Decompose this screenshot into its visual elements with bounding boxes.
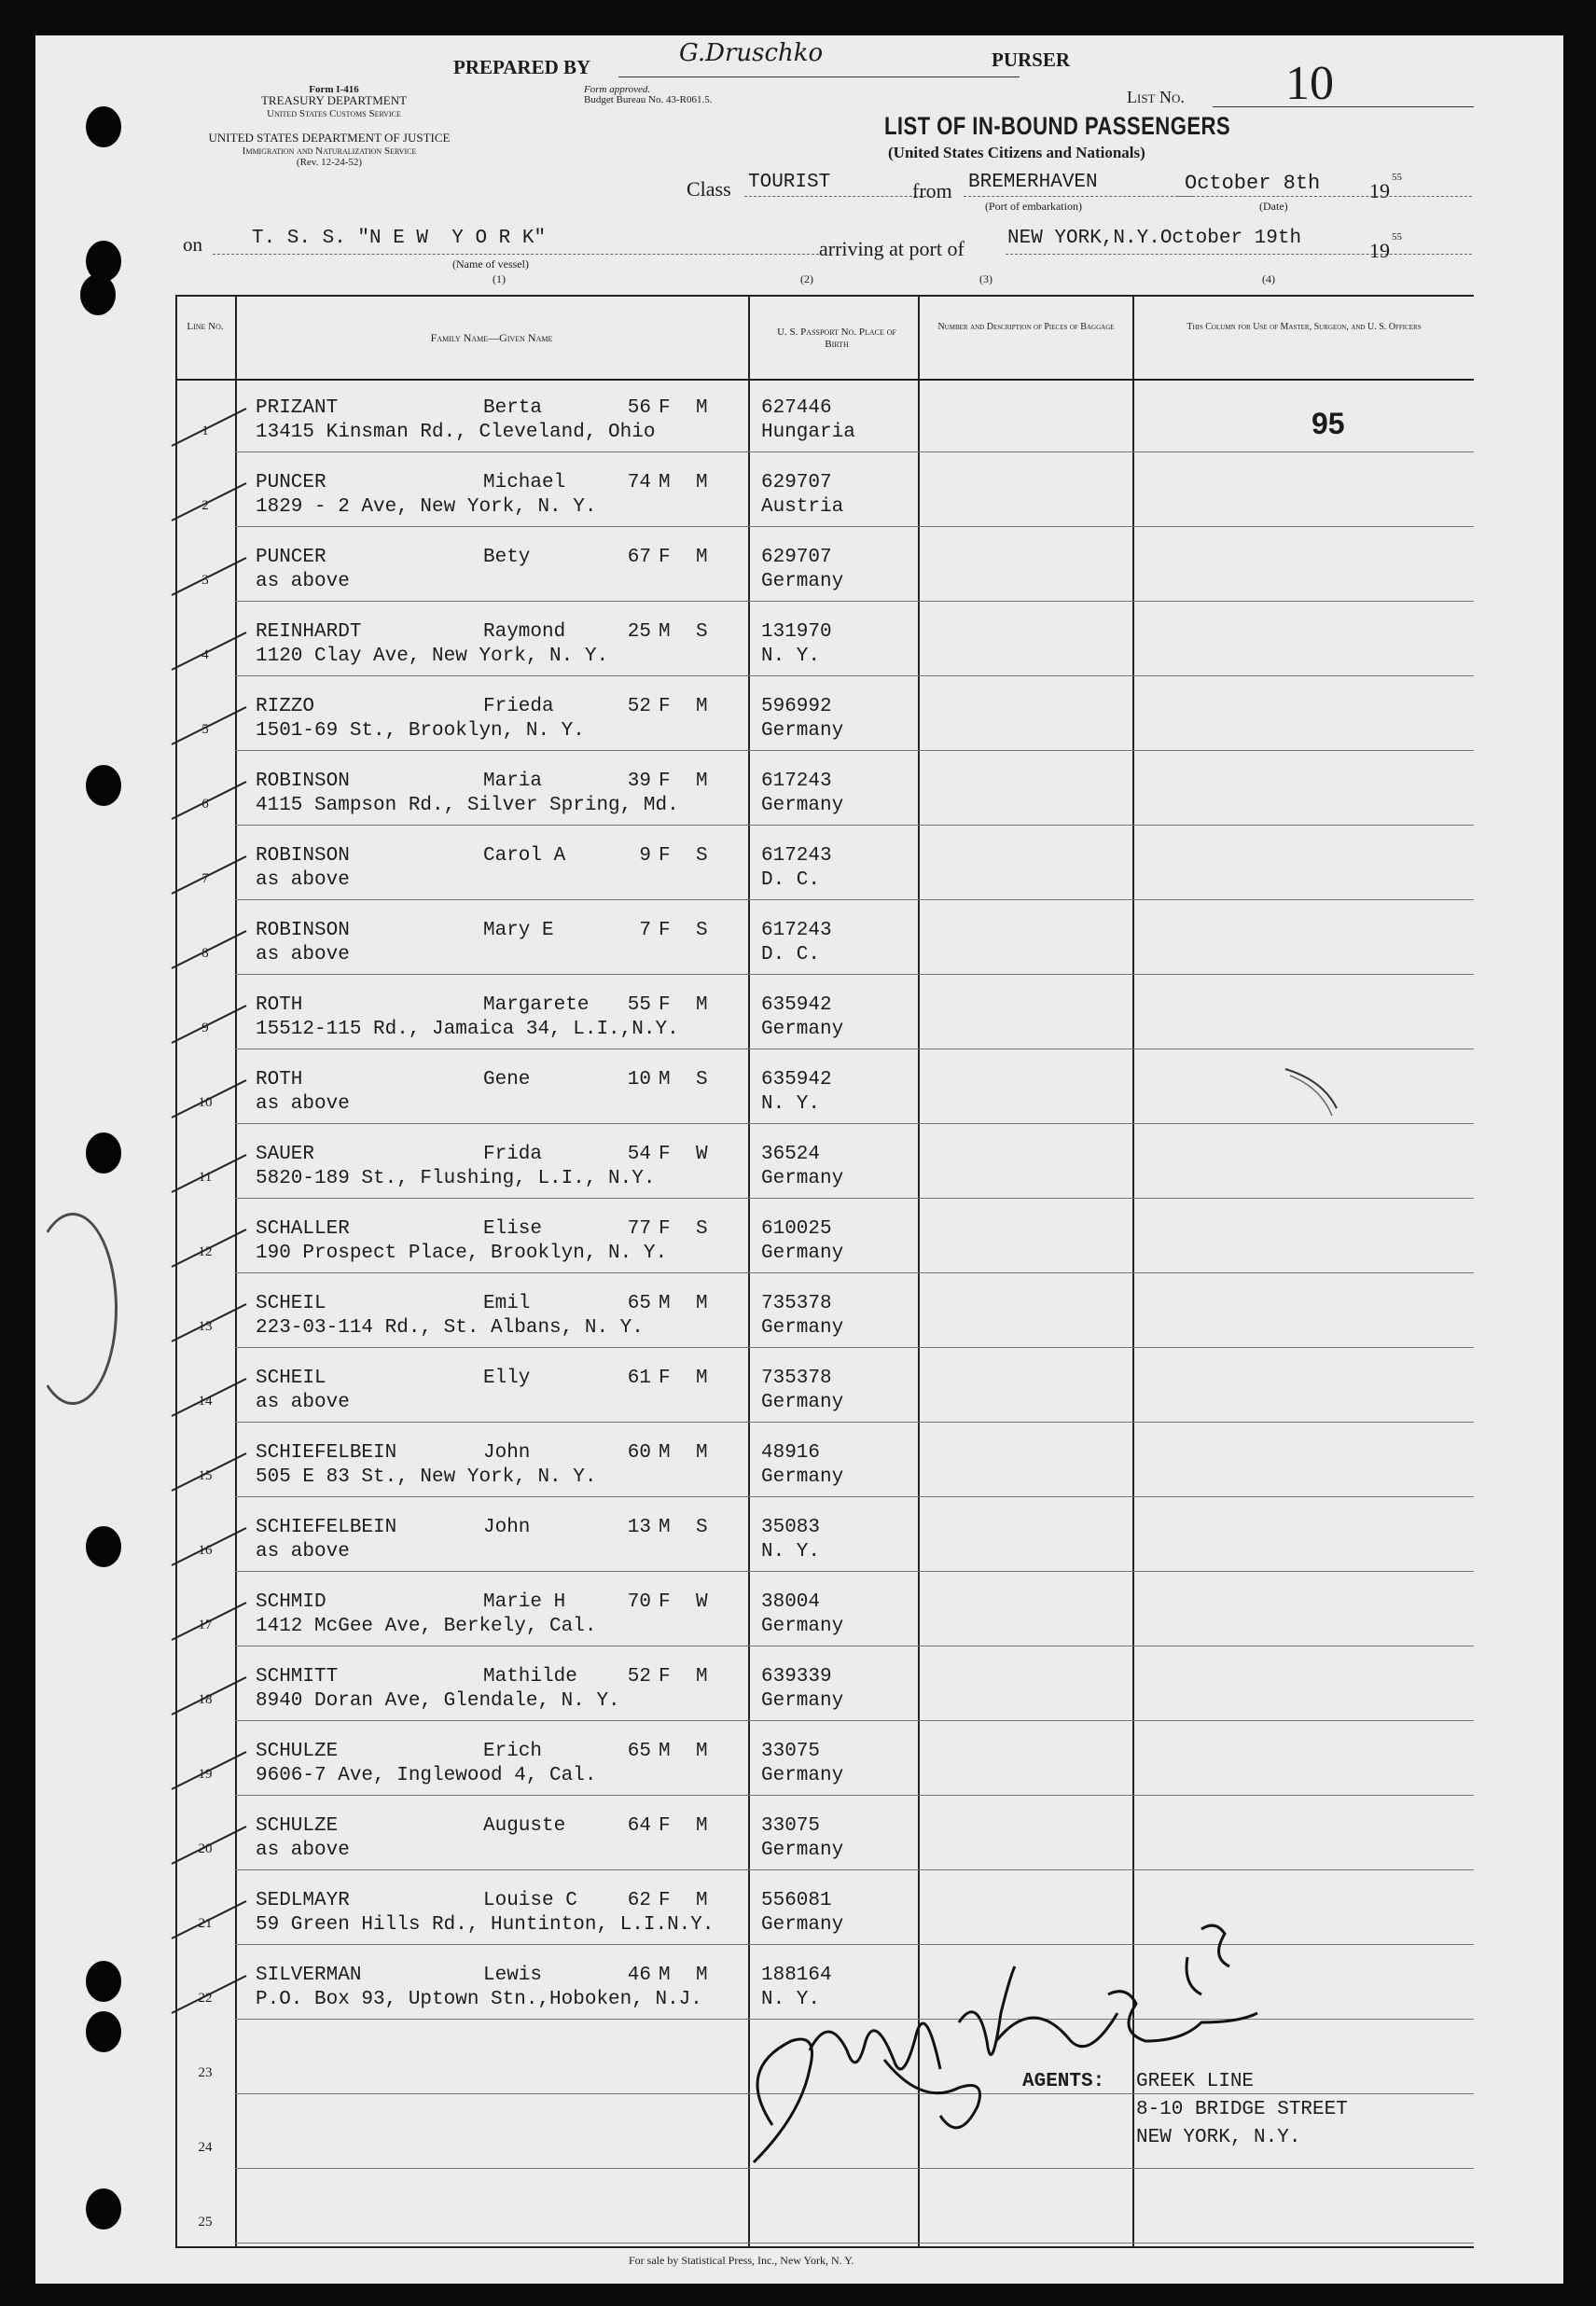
date-caption: (Date) [1259,200,1288,213]
passport-number: 735378 [761,1368,832,1389]
sex: M [659,1965,671,1986]
marital-status: M [696,1442,708,1464]
line-number: 7 [201,871,209,886]
line-number: 17 [198,1618,213,1632]
address: as above [256,1541,350,1563]
given-name: Elly [483,1368,531,1389]
place-of-birth: N. Y. [761,1541,821,1563]
address: P.O. Box 93, Uptown Stn.,Hoboken, N.J. [256,1989,702,2010]
address: as above [256,1093,350,1115]
family-name: SCHEIL [256,1368,326,1389]
tick-mark [172,409,246,446]
marital-status: S [696,920,708,941]
tick-mark [172,1827,246,1864]
tick-mark [172,1901,246,1938]
year-suffix-2: 55 [1392,231,1402,243]
age: 13 [627,1517,651,1538]
tick-mark [172,707,246,744]
stamp-mark [28,1213,118,1405]
place-of-birth: Hungaria [761,422,855,443]
address: 9606-7 Ave, Inglewood 4, Cal. [256,1765,597,1786]
tick-mark [172,1006,246,1043]
place-of-birth: Germany [761,795,844,816]
family-name: SCHIEFELBEIN [256,1517,397,1538]
marital-status: M [696,1293,708,1314]
place-of-birth: N. Y. [761,646,821,667]
marital-status: M [696,1368,708,1389]
given-name: Frida [483,1144,543,1165]
passport-number: 629707 [761,472,832,493]
family-name: ROTH [256,1069,303,1090]
passport-number: 635942 [761,994,832,1016]
punch-hole [86,1961,121,2002]
form-number: Form I-416 [309,84,359,95]
header-name: Family Name—Given Name [430,331,553,344]
header-passport: U. S. Passport No. Place of Birth [777,326,896,350]
address: 1829 - 2 Ave, New York, N. Y. [256,496,597,518]
marital-status: W [696,1144,708,1165]
address: as above [256,1392,350,1413]
place-of-birth: Germany [761,1317,844,1339]
tick-mark [172,1603,246,1640]
marital-status: M [696,472,708,493]
family-name: SCHIEFELBEIN [256,1442,397,1464]
address: 223-03-114 Rd., St. Albans, N. Y. [256,1317,644,1339]
footer-printer: For sale by Statistical Press, Inc., New York, N. Y. [629,2254,854,2267]
family-name: PRIZANT [256,397,339,419]
tick-mark [172,1528,246,1565]
marital-status: S [696,621,708,643]
tick-mark [172,632,246,670]
place-of-birth: Austria [761,496,844,518]
tick-mark [172,856,246,894]
form-subtitle: (United States Citizens and Nationals) [888,144,1145,161]
marital-status: W [696,1591,708,1613]
vessel-value: T. S. S. "N E W Y O R K" [252,228,547,249]
punch-hole [86,2188,121,2230]
age: 7 [639,920,651,941]
given-name: John [483,1517,531,1538]
marital-status: S [696,1069,708,1090]
immigration-service: Immigration and Naturalization Service [242,146,417,157]
line-number: 4 [201,647,209,662]
given-name: Auguste [483,1815,566,1837]
place-of-birth: Germany [761,1243,844,1264]
class-value: TOURIST [748,172,831,193]
marital-status: S [696,845,708,867]
sex: M [659,1442,671,1464]
place-of-birth: Germany [761,1690,844,1712]
family-name: PUNCER [256,547,326,568]
punch-hole [86,1132,121,1174]
given-name: Frieda [483,696,554,717]
family-name: SCHMITT [256,1666,339,1688]
budget-bureau: Budget Bureau No. 43-R061.5. [584,94,713,105]
family-name: REINHARDT [256,621,362,643]
arriving-label: arriving at port of [819,237,965,260]
address: 1501-69 St., Brooklyn, N. Y. [256,720,585,742]
col-ref-4: (4) [1262,272,1275,285]
passport-number: 735378 [761,1293,832,1314]
given-name: Elise [483,1218,543,1240]
form-approved: Form approved. [584,84,651,95]
family-name: RIZZO [256,696,315,717]
line-number: 1 [201,424,209,438]
place-of-birth: Germany [761,1168,844,1189]
marital-status: S [696,1517,708,1538]
given-name: Louise C [483,1890,577,1911]
line-number: 11 [198,1170,213,1185]
line-number: 21 [198,1916,213,1931]
tick-mark [172,1155,246,1192]
line-number: 15 [198,1468,213,1483]
line-number: 2 [201,498,209,513]
customs-service: United States Customs Service [267,108,401,119]
marital-status: M [696,771,708,792]
given-name: Berta [483,397,543,419]
tick-mark [172,1453,246,1491]
sex: M [659,621,671,643]
marital-status: M [696,1965,708,1986]
sex: F [659,1890,671,1911]
age: 65 [627,1741,651,1762]
marital-status: M [696,696,708,717]
address: 4115 Sampson Rd., Silver Spring, Md. [256,795,679,816]
line-number: 25 [198,2215,213,2230]
given-name: Erich [483,1741,543,1762]
marital-status: M [696,397,708,419]
sex: M [659,1517,671,1538]
year-suffix-1: 55 [1392,172,1402,183]
passport-number: 629707 [761,547,832,568]
punch-hole [86,1526,121,1567]
place-of-birth: Germany [761,1616,844,1637]
sex: F [659,771,671,792]
sex: F [659,397,671,419]
year-prefix-2: 19 [1369,239,1390,262]
age: 25 [627,621,651,643]
sex: F [659,547,671,568]
punch-hole [86,2011,121,2052]
line-number: 13 [198,1319,213,1334]
tick-mark [172,1080,246,1118]
tick-mark [172,558,246,595]
agents-label: AGENTS: [1022,2071,1105,2092]
given-name: Emil [483,1293,531,1314]
marital-status: S [696,1218,708,1240]
place-of-birth: Germany [761,1466,844,1488]
given-name: Raymond [483,621,566,643]
sex: M [659,472,671,493]
family-name: SAUER [256,1144,315,1165]
punch-hole [86,765,121,806]
given-name: Bety [483,547,531,568]
passport-number: 131970 [761,621,832,643]
age: 60 [627,1442,651,1464]
address: as above [256,944,350,965]
tick-mark [172,1976,246,2013]
age: 52 [627,1666,651,1688]
line-number: 24 [198,2140,213,2155]
line-number: 8 [201,946,209,961]
vessel-caption: (Name of vessel) [452,257,529,271]
age: 54 [627,1144,651,1165]
family-name: SILVERMAN [256,1965,362,1986]
passport-number: 627446 [761,397,832,419]
sex: F [659,994,671,1016]
prepared-by-signature: G.Druschko [679,39,824,67]
sex: F [659,920,671,941]
place-of-birth: D. C. [761,944,821,965]
given-name: Carol A [483,845,566,867]
family-name: SCHULZE [256,1741,339,1762]
passport-number: 617243 [761,771,832,792]
tick-mark [172,782,246,819]
line-number: 20 [198,1841,213,1856]
address: as above [256,869,350,891]
passport-number: 33075 [761,1815,821,1837]
passport-number: 639339 [761,1666,832,1688]
passport-number: 556081 [761,1890,832,1911]
marital-status: M [696,547,708,568]
tick-mark [172,483,246,521]
passport-number: 188164 [761,1965,832,1986]
age: 74 [627,472,651,493]
place-of-birth: Germany [761,720,844,742]
family-name: ROTH [256,994,303,1016]
passport-number: 48916 [761,1442,821,1464]
address: 59 Green Hills Rd., Huntinton, L.I.N.Y. [256,1914,715,1936]
line-number: 3 [201,573,209,588]
address: 1120 Clay Ave, New York, N. Y. [256,646,609,667]
sex: F [659,1815,671,1837]
marital-status: M [696,1666,708,1688]
passport-number: 35083 [761,1517,821,1538]
sex: F [659,1368,671,1389]
marital-status: M [696,1741,708,1762]
year-prefix-1: 19 [1369,179,1390,202]
age: 9 [639,845,651,867]
class-label: Class [687,177,731,201]
punch-hole [80,274,116,315]
list-no-value: 10 [1285,57,1334,110]
line-number: 10 [198,1095,213,1110]
header-line-no: Line No. [187,321,224,332]
passport-number: 617243 [761,845,832,867]
tick-mark [172,1752,246,1789]
line-number: 16 [198,1543,213,1558]
sex: F [659,1144,671,1165]
family-name: SCHMID [256,1591,326,1613]
dept-justice: UNITED STATES DEPARTMENT OF JUSTICE [208,131,451,145]
sex: M [659,1741,671,1762]
passport-number: 610025 [761,1218,832,1240]
address: as above [256,571,350,592]
sex: M [659,1293,671,1314]
line-number: 23 [198,2065,213,2080]
given-name: Michael [483,472,566,493]
sex: F [659,1218,671,1240]
age: 46 [627,1965,651,1986]
port-embarkation-value: BREMERHAVEN [968,172,1098,193]
agents-line-2: 8-10 BRIDGE STREET [1136,2099,1348,2120]
tick-mark [172,1304,246,1341]
place-of-birth: Germany [761,571,844,592]
family-name: SCHALLER [256,1218,350,1240]
line-number: 14 [198,1394,213,1409]
line-number: 5 [201,722,209,737]
family-name: ROBINSON [256,920,350,941]
passport-number: 617243 [761,920,832,941]
address: as above [256,1840,350,1861]
manifest-sheet [35,35,1563,2284]
age: 61 [627,1368,651,1389]
from-label: from [912,179,952,202]
tick-mark [172,931,246,968]
col-ref-3: (3) [979,272,992,285]
header-officers: This Column for Use of Master, Surgeon, and U. S. Officers [1187,322,1422,332]
passport-number: 36524 [761,1144,821,1165]
given-name: Margarete [483,994,590,1016]
passport-number: 38004 [761,1591,821,1613]
address: 8940 Doran Ave, Glendale, N. Y. [256,1690,620,1712]
given-name: Maria [483,771,543,792]
age: 77 [627,1218,651,1240]
officer-note: 95 [1311,407,1345,440]
form-title: LIST OF IN-BOUND PASSENGERS [884,112,1231,140]
family-name: ROBINSON [256,771,350,792]
departure-date-value: October 8th [1185,172,1321,195]
place-of-birth: Germany [761,1765,844,1786]
place-of-birth: Germany [761,1914,844,1936]
place-of-birth: Germany [761,1392,844,1413]
marital-status: M [696,994,708,1016]
family-name: SCHULZE [256,1815,339,1837]
line-number: 9 [201,1021,209,1035]
age: 64 [627,1815,651,1837]
sex: M [659,1069,671,1090]
age: 70 [627,1591,651,1613]
line-number: 12 [198,1244,213,1259]
sex: F [659,845,671,867]
tick-mark [172,1677,246,1715]
family-name: PUNCER [256,472,326,493]
dept-treasury: TREASURY DEPARTMENT [260,93,408,107]
tick-mark [172,1229,246,1267]
table-bottom-border [175,2246,1474,2248]
punch-hole [86,106,121,147]
place-of-birth: N. Y. [761,1093,821,1115]
revision: (Rev. 12-24-52) [296,157,363,168]
port-embarkation-caption: (Port of embarkation) [985,200,1082,213]
age: 39 [627,771,651,792]
place-of-birth: Germany [761,1019,844,1040]
age: 65 [627,1293,651,1314]
col-ref-1: (1) [493,272,506,285]
age: 62 [627,1890,651,1911]
given-name: Marie H [483,1591,566,1613]
passport-number: 596992 [761,696,832,717]
address: 15512-115 Rd., Jamaica 34, L.I.,N.Y. [256,1019,679,1040]
list-no-label: List No. [1127,88,1185,106]
family-name: ROBINSON [256,845,350,867]
sex: F [659,1591,671,1613]
place-of-birth: D. C. [761,869,821,891]
line-number: 6 [201,797,209,812]
purser-label: PURSER [992,49,1071,71]
on-label: on [183,233,202,256]
age: 56 [627,397,651,419]
tick-mark [172,1379,246,1416]
line-number: 22 [198,1991,213,2006]
passport-number: 33075 [761,1741,821,1762]
age: 67 [627,547,651,568]
given-name: John [483,1442,531,1464]
given-name: Gene [483,1069,531,1090]
agents-line-1: GREEK LINE [1136,2071,1255,2092]
address: 13415 Kinsman Rd., Cleveland, Ohio [256,422,656,443]
given-name: Mathilde [483,1666,577,1688]
address: 1412 McGee Ave, Berkely, Cal. [256,1616,597,1637]
age: 52 [627,696,651,717]
place-of-birth: Germany [761,1840,844,1861]
address: 190 Prospect Place, Brooklyn, N. Y. [256,1243,668,1264]
header-baggage: Number and Description of Pieces of Baggage [937,322,1115,332]
age: 10 [627,1069,651,1090]
agents-line-3: NEW YORK, N.Y. [1136,2127,1301,2148]
place-of-birth: N. Y. [761,1989,821,2010]
family-name: SCHEIL [256,1293,326,1314]
passport-number: 635942 [761,1069,832,1090]
arrival-value: NEW YORK,N.Y.October 19th [1007,228,1302,249]
marital-status: M [696,1815,708,1837]
age: 55 [627,994,651,1016]
prepared-by-label: PREPARED BY [453,56,591,78]
address: 5820-189 St., Flushing, L.I., N.Y. [256,1168,656,1189]
line-number: 18 [198,1692,213,1707]
marital-status: M [696,1890,708,1911]
family-name: SEDLMAYR [256,1890,350,1911]
sex: F [659,1666,671,1688]
address: 505 E 83 St., New York, N. Y. [256,1466,597,1488]
given-name: Mary E [483,920,554,941]
line-number: 19 [198,1767,213,1782]
col-ref-2: (2) [800,272,813,285]
sex: F [659,696,671,717]
given-name: Lewis [483,1965,543,1986]
